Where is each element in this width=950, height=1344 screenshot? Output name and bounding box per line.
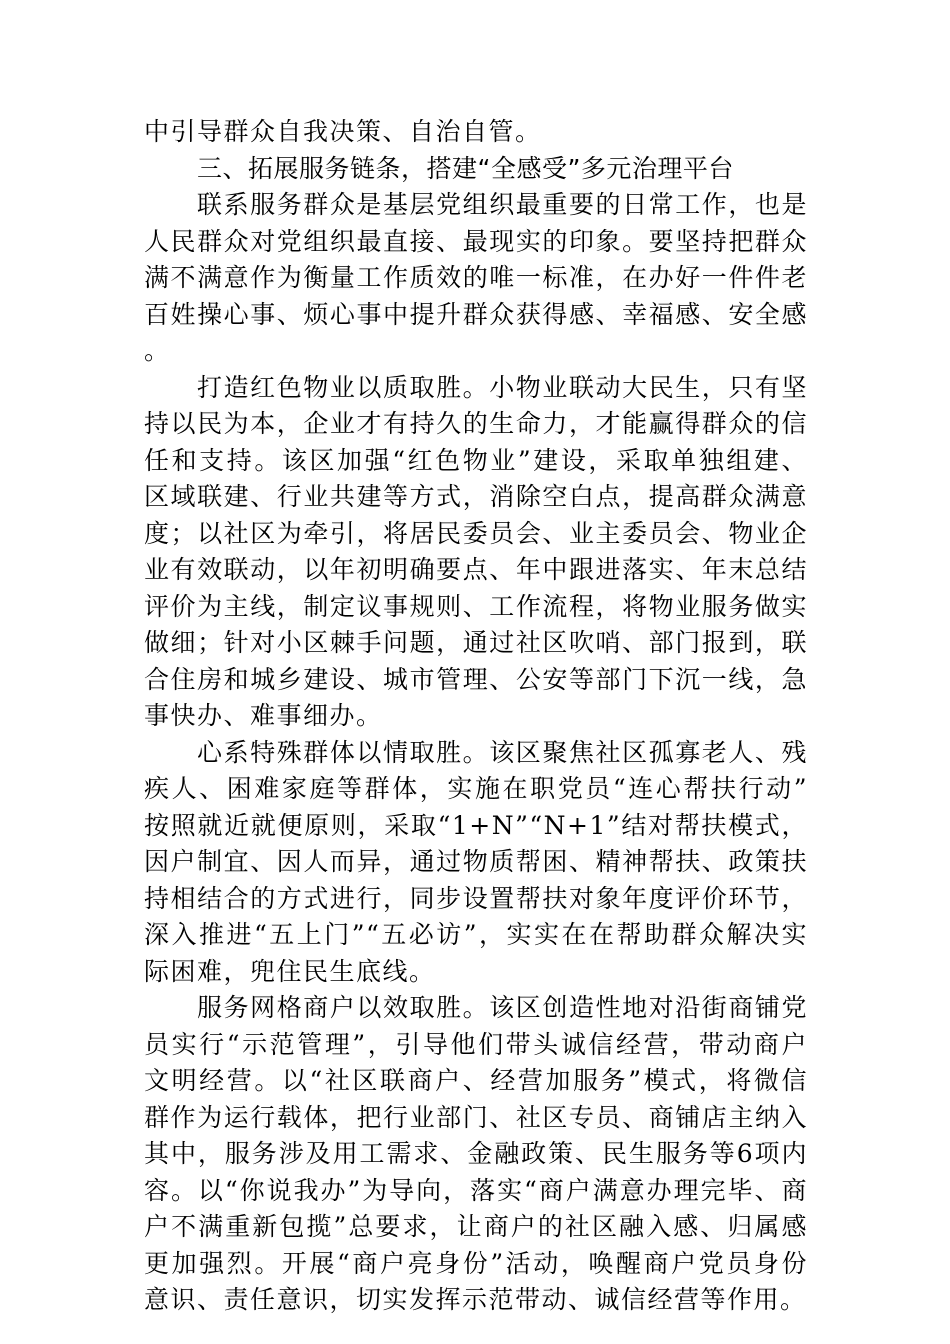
paragraph-intro: 联系服务群众是基层党组织最重要的日常工作，也是人民群众对党组织最直接、最现实的印象。要坚持把群众满不满意作为衡量工作质效的唯一标准，在办好一件件老百姓操心事、烦心事中提升群众获得感、幸福感、安全感。 bbox=[144, 190, 808, 365]
section-heading: 三、拓展服务链条，搭建“全感受”多元治理平台 bbox=[197, 153, 734, 183]
paragraph-red-property: 打造红色物业以质取胜。小物业联动大民生，只有坚持以民为本，企业才有持久的生命力，才能赢得群众的信任和支持。该区加强“红色物业”建设，采取单独组建、区域联建、行业共建等方式，消除空白点，提高群众满意度；以社区为牵引，将居民委员会、业主委员会、物业企业有效联动，以年初明确要点、年中跟进落实、年末总结评价为主线，制定议事规则、工作流程，将物业服务做实做细；针对小区棘手问题，通过社区吹哨、部门报到，联合住房和城乡建设、城市管理、公安等部门下沉一线，急事快办、难事细办。 bbox=[144, 372, 808, 730]
paragraph-grid-merchants: 服务网格商户以效取胜。该区创造性地对沿街商铺党员实行“示范管理”，引导他们带头诚信经营，带动商户文明经营。以“社区联商户、经营加服务”模式，将微信群作为运行载体，把行业部门、社区专员、商铺店主纳入其中，服务涉及用工需求、金融政策、民生服务等6项内容。以“你说我办”为导向，落实“商户满意办理完毕、商户不满重新包揽”总要求，让商户的社区融入感、归属感更加强烈。开展“商户亮身份”活动，唤醒商户党员身份意识、责任意识，切实发挥示范带动、诚信经营等作用。 bbox=[144, 993, 808, 1314]
document-body bbox=[144, 114, 808, 1319]
paragraph-continuation: 中引导群众自我决策、自治自管。 bbox=[144, 117, 542, 146]
paragraph-special-groups: 心系特殊群体以情取胜。该区聚焦社区孤寡老人、残疾人、困难家庭等群体，实施在职党员“连心帮扶行动”按照就近就便原则，采取“1+N”“N+1”结对帮扶模式，因户制宜、因人而异，通过物质帮困、精神帮扶、政策扶持相结合的方式进行，同步设置帮扶对象年度评价环节，深入推进“五上门”“五必访”，实实在在帮助群众解决实际困难，兜住民生底线。 bbox=[144, 737, 808, 986]
